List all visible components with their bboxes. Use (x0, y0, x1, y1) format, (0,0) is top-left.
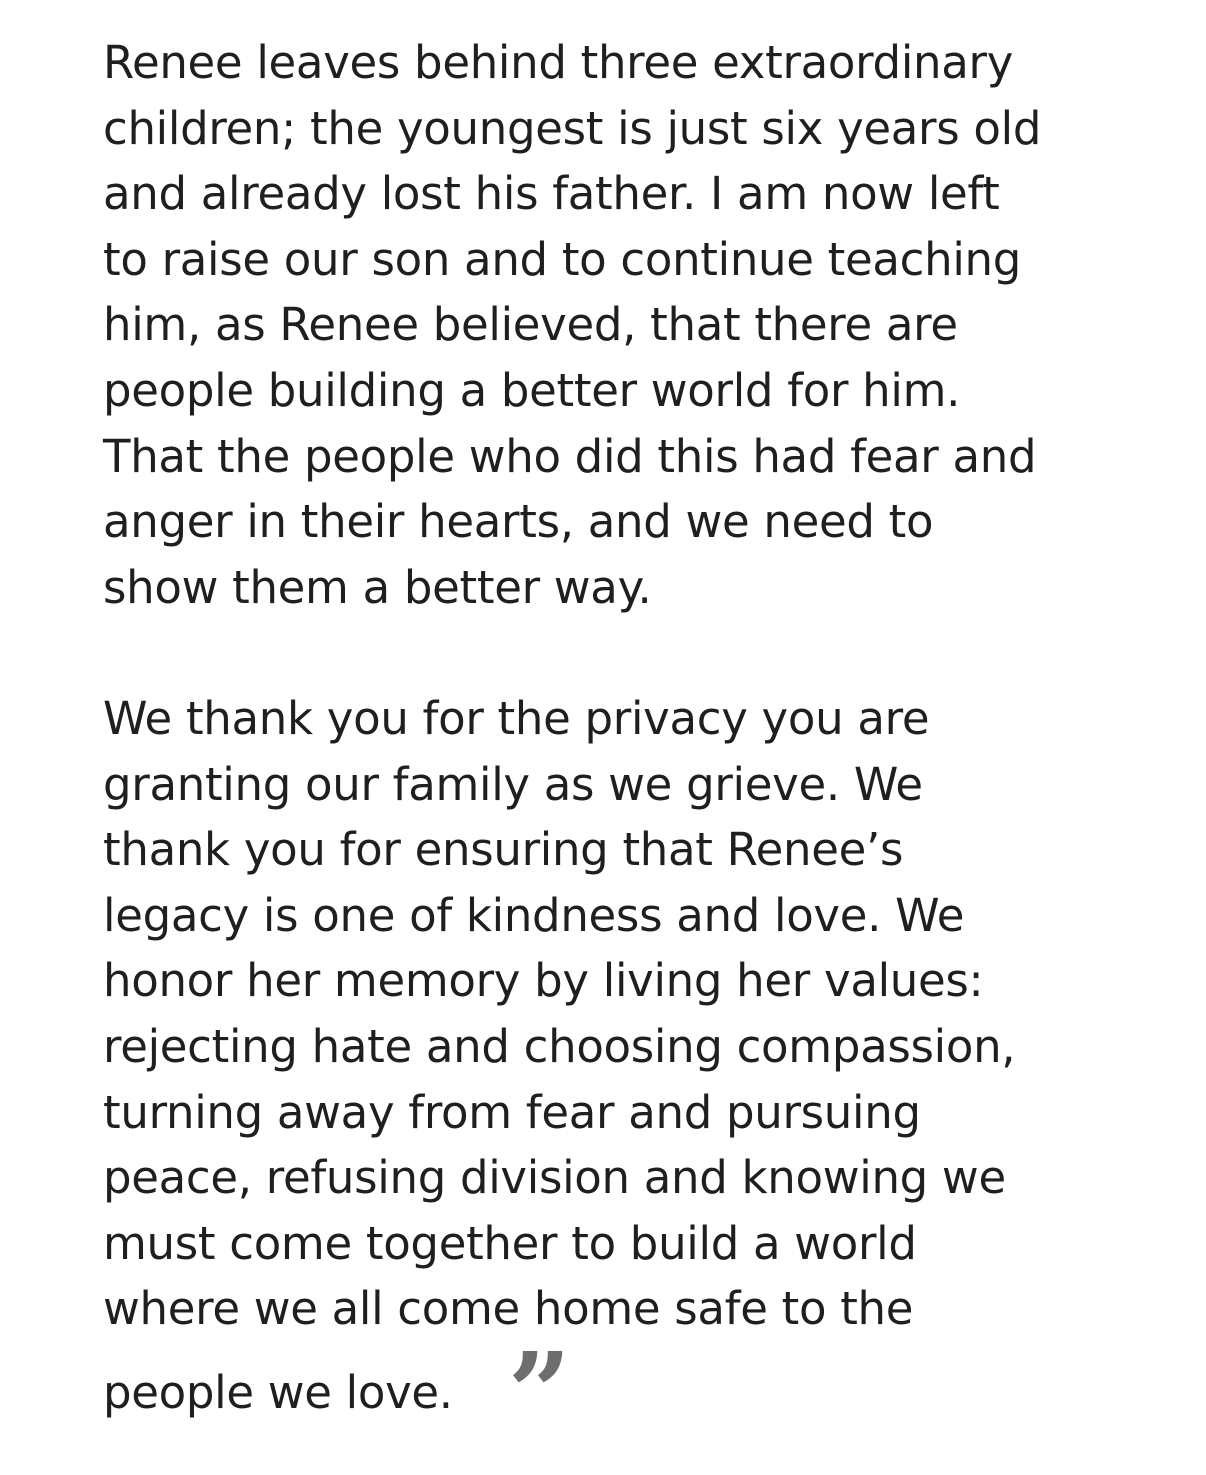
paragraph-line: show them a better way. (103, 560, 652, 614)
paragraph-line: That the people who did this had fear and (103, 429, 1037, 483)
paragraph-line: children; the youngest is just six years old (103, 101, 1042, 155)
paragraph-2 (103, 686, 1163, 1458)
final-line (103, 1328, 1163, 1458)
paragraph-line: people building a better world for him. (103, 363, 961, 417)
paragraph-line: to raise our son and to continue teaching (103, 232, 1022, 286)
paragraph-line: We thank you for the privacy you are (103, 691, 930, 745)
paragraph-line: him, as Renee believed, that there are (103, 298, 958, 352)
paragraph-line: and already lost his father. I am now left (103, 167, 1000, 221)
paragraph-line: where we all come home safe to the (103, 1282, 914, 1336)
paragraph-line: granting our family as we grieve. We (103, 757, 923, 811)
paragraph-line: anger in their hearts, and we need to (103, 495, 934, 549)
paragraph-line: rejecting hate and choosing compassion, (103, 1019, 1016, 1073)
paragraph-line: Renee leaves behind three extraordinary (103, 36, 1014, 89)
paragraph-line: peace, refusing division and knowing we (103, 1151, 1006, 1205)
paragraph-line: turning away from fear and pursuing (103, 1085, 921, 1139)
close-quote-icon: ” (507, 1328, 566, 1458)
quote-body (103, 30, 1163, 1458)
paragraph-line: must come together to build a world (103, 1216, 917, 1270)
paragraph-1 (103, 30, 1163, 620)
paragraph-line-last: people we love. (103, 1365, 453, 1419)
paragraph-line: honor her memory by living her values: (103, 954, 984, 1008)
paragraph-line: thank you for ensuring that Renee’s (103, 823, 904, 877)
paragraph-spacer (103, 620, 1163, 686)
paragraph-line: legacy is one of kindness and love. We (103, 888, 965, 942)
